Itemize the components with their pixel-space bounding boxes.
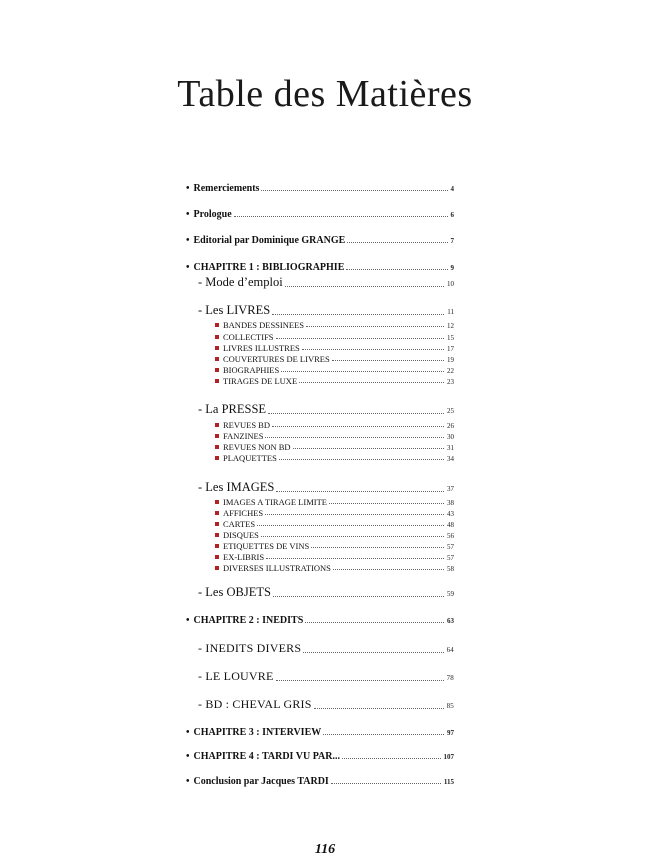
toc-entry-page: 58 <box>447 565 454 573</box>
toc-entry-page: 97 <box>447 729 454 737</box>
dot-leader <box>265 436 444 438</box>
bullet-icon: • <box>186 727 190 738</box>
dot-leader <box>299 381 444 383</box>
dot-leader <box>314 707 444 709</box>
toc-entry-page: 38 <box>447 499 454 507</box>
toc-entry-label: DIVERSES ILLUSTRATIONS <box>223 563 331 573</box>
toc-entry-label: CARTES <box>223 519 256 529</box>
toc-sub-entry[interactable] <box>0 563 650 577</box>
toc-chapter-entry[interactable] <box>0 727 650 741</box>
page-title: Table des Matières <box>177 73 473 115</box>
square-bullet-icon <box>215 456 219 460</box>
dash-mark: - <box>198 669 206 683</box>
dot-leader <box>332 359 444 361</box>
toc-entry-label: EX-LIBRIS <box>223 552 265 562</box>
toc-entry-label: REVUES NON BD <box>223 442 291 452</box>
dot-leader <box>293 447 444 449</box>
square-bullet-icon <box>215 533 219 537</box>
toc-entry-page: 59 <box>447 590 454 598</box>
toc-entry-page: 17 <box>447 345 454 353</box>
dot-leader <box>273 595 444 597</box>
dot-leader <box>234 215 448 217</box>
toc-section-entry[interactable] <box>0 585 650 599</box>
bullet-icon: • <box>186 209 190 220</box>
toc-chapter-entry[interactable] <box>0 615 650 629</box>
dash-mark: - <box>198 585 206 599</box>
dot-leader <box>276 679 444 681</box>
toc-entry-label: BD : CHEVAL GRIS <box>205 697 312 711</box>
toc-entry-page: 57 <box>447 554 454 562</box>
dot-leader <box>276 490 444 492</box>
dot-leader <box>266 557 444 559</box>
dot-leader <box>261 535 444 537</box>
dash-mark: - <box>198 402 206 416</box>
dot-leader <box>257 524 444 526</box>
toc-entry-page: 31 <box>447 444 454 452</box>
toc-entry-page: 12 <box>447 322 454 330</box>
square-bullet-icon <box>215 500 219 504</box>
dot-leader <box>276 337 444 339</box>
square-bullet-icon <box>215 522 219 526</box>
toc-entry-label: FANZINES <box>223 431 264 441</box>
square-bullet-icon <box>215 323 219 327</box>
dot-leader <box>303 651 443 653</box>
toc-entry-page: 22 <box>447 367 454 375</box>
toc-chapter-entry[interactable] <box>0 262 650 276</box>
square-bullet-icon <box>215 511 219 515</box>
toc-entry[interactable] <box>0 183 650 197</box>
toc-entry-label: Conclusion par Jacques TARDI <box>193 776 329 787</box>
bullet-icon: • <box>186 183 190 194</box>
dot-leader <box>305 621 444 623</box>
bullet-icon: • <box>186 262 190 273</box>
dash-mark: - <box>198 641 206 655</box>
toc-entry-label: INEDITS DIVERS <box>205 641 302 655</box>
toc-entry-page: 6 <box>450 211 454 219</box>
square-bullet-icon <box>215 544 219 548</box>
dash-mark: - <box>198 303 206 317</box>
toc-entry-label: La PRESSE <box>205 402 267 416</box>
toc-entry-label: TIRAGES DE LUXE <box>223 376 298 386</box>
toc-sub-entry[interactable] <box>0 453 650 467</box>
toc-entry-page: 107 <box>443 753 454 761</box>
toc-section-entry[interactable] <box>0 275 650 289</box>
toc-entry-label: REVUES BD <box>223 420 270 430</box>
dot-leader <box>302 348 444 350</box>
dash-mark: - <box>198 480 206 494</box>
toc-chapter-entry[interactable] <box>0 751 650 765</box>
toc-entry-label: Les LIVRES <box>205 303 271 317</box>
toc-entry-page: 43 <box>447 510 454 518</box>
toc-entry-label: COUVERTURES DE LIVRES <box>223 354 330 364</box>
dot-leader <box>261 189 447 191</box>
dot-leader <box>342 757 440 759</box>
toc-entry-page: 23 <box>447 378 454 386</box>
toc-section-entry[interactable] <box>0 480 650 494</box>
square-bullet-icon <box>215 379 219 383</box>
bullet-icon: • <box>186 235 190 246</box>
toc-section-entry[interactable] <box>0 697 650 711</box>
toc-entry-label: BIOGRAPHIES <box>223 365 280 375</box>
toc-entry-label: LE LOUVRE <box>205 669 274 683</box>
toc-entry-page: 19 <box>447 356 454 364</box>
toc-section-entry[interactable] <box>0 669 650 683</box>
toc-entry-label: Les IMAGES <box>205 480 275 494</box>
toc-entry-page: 4 <box>450 185 454 193</box>
toc-entry-label: Remerciements <box>193 183 260 194</box>
toc-entry-page: 11 <box>447 308 454 316</box>
dot-leader <box>268 412 444 414</box>
square-bullet-icon <box>215 445 219 449</box>
dot-leader <box>285 285 444 287</box>
toc-entry-label: PLAQUETTES <box>223 453 277 463</box>
toc-entry-page: 48 <box>447 521 454 529</box>
toc-entry[interactable] <box>0 235 650 249</box>
toc-entry-label: COLLECTIFS <box>223 332 274 342</box>
toc-entry-label: AFFICHES <box>223 508 264 518</box>
dot-leader <box>311 546 444 548</box>
toc-entry-page: 64 <box>446 646 454 654</box>
dot-leader <box>331 782 441 784</box>
square-bullet-icon <box>215 346 219 350</box>
toc-entry-page: 25 <box>447 407 454 415</box>
toc-entry-page: 34 <box>447 455 454 463</box>
bullet-icon: • <box>186 615 190 626</box>
bullet-icon: • <box>186 776 190 787</box>
toc-entry-label: CHAPITRE 3 : INTERVIEW <box>193 727 322 738</box>
dot-leader <box>265 513 444 515</box>
dot-leader <box>323 733 444 735</box>
toc-section-entry[interactable] <box>0 402 650 416</box>
dot-leader <box>329 502 444 504</box>
toc-entry-label: ETIQUETTES DE VINS <box>223 541 310 551</box>
toc-entry-label: CHAPITRE 2 : INEDITS <box>193 615 304 626</box>
toc-entry-page: 85 <box>446 702 454 710</box>
toc-entry-page: 56 <box>447 532 454 540</box>
square-bullet-icon <box>215 555 219 559</box>
square-bullet-icon <box>215 357 219 361</box>
toc-entry-page: 15 <box>447 334 454 342</box>
toc-entry-page: 9 <box>450 264 454 272</box>
toc-entry-page: 57 <box>447 543 454 551</box>
toc-entry-label: CHAPITRE 1 : BIBLIOGRAPHIE <box>193 262 345 273</box>
toc-entry[interactable] <box>0 776 650 790</box>
square-bullet-icon <box>215 335 219 339</box>
toc-entry-page: 63 <box>447 617 454 625</box>
toc-entry-label: Editorial par Dominique GRANGE <box>193 235 346 246</box>
toc-section-entry[interactable] <box>0 303 650 317</box>
dot-leader <box>306 325 444 327</box>
square-bullet-icon <box>215 423 219 427</box>
toc-entry-label: BANDES DESSINEES <box>223 320 304 330</box>
bullet-icon: • <box>186 751 190 762</box>
dash-mark: - <box>198 697 206 711</box>
toc-entry-label: IMAGES A TIRAGE LIMITE <box>223 497 327 507</box>
toc-entry-label: LIVRES ILLUSTRES <box>223 343 300 353</box>
dot-leader <box>279 458 444 460</box>
page-number: 116 <box>314 842 336 857</box>
square-bullet-icon <box>215 566 219 570</box>
dot-leader <box>333 568 444 570</box>
toc-entry-page: 78 <box>446 674 454 682</box>
toc-entry[interactable] <box>0 209 650 223</box>
toc-section-entry[interactable] <box>0 641 650 655</box>
toc-entry-label: Prologue <box>193 209 232 220</box>
dash-mark: - <box>198 275 206 289</box>
toc-entry-page: 7 <box>450 237 454 245</box>
dot-leader <box>281 370 444 372</box>
toc-entry-page: 37 <box>447 485 454 493</box>
toc-entry-label: CHAPITRE 4 : TARDI VU PAR... <box>193 751 341 762</box>
toc-entry-label: DISQUES <box>223 530 259 540</box>
dot-leader <box>346 268 447 270</box>
toc-entry-label: Mode d’emploi <box>205 275 283 289</box>
square-bullet-icon <box>215 368 219 372</box>
dot-leader <box>272 425 444 427</box>
toc-sub-entry[interactable] <box>0 376 650 390</box>
toc-entry-page: 115 <box>443 778 454 786</box>
square-bullet-icon <box>215 434 219 438</box>
dot-leader <box>272 313 444 315</box>
toc-entry-page: 10 <box>447 280 454 288</box>
toc-entry-page: 26 <box>447 422 454 430</box>
toc-entry-label: Les OBJETS <box>205 585 271 599</box>
toc-entry-page: 30 <box>447 433 454 441</box>
dot-leader <box>347 241 447 243</box>
